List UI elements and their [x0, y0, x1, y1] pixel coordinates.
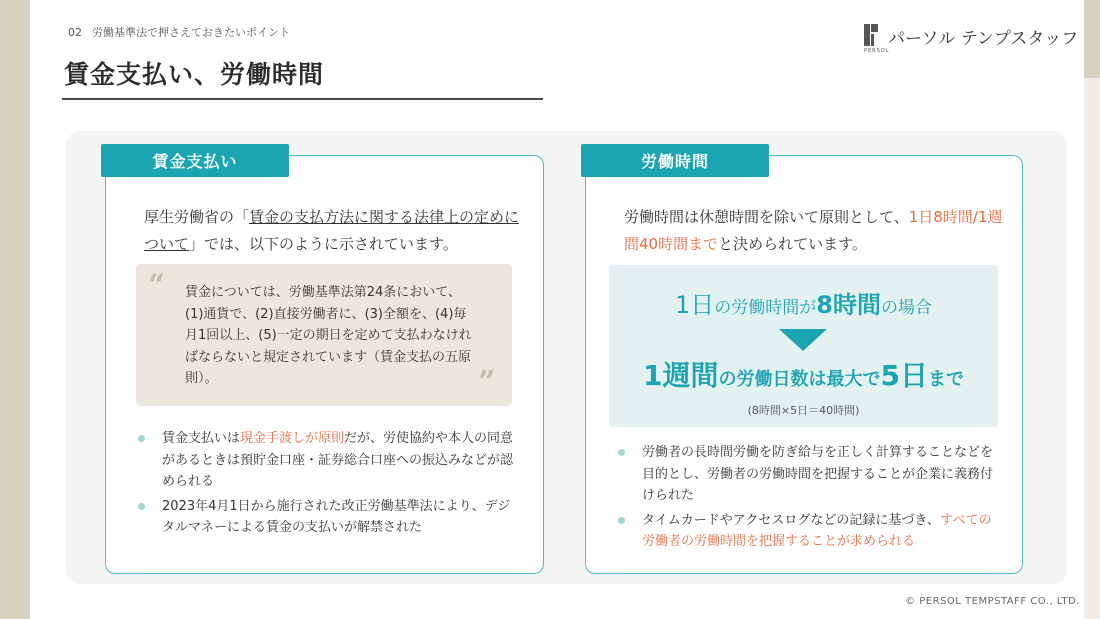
highlight-text: の労働時間が — [714, 298, 817, 318]
wage-intro-suffix: 」では、以下のように示されています。 — [189, 235, 458, 253]
logo-brand-name: パーソル テンプスタッフ — [888, 29, 1079, 49]
highlight-text: まで — [927, 369, 964, 390]
hours-intro-prefix: 労働時間は休憩時間を除いて原則として、 — [624, 208, 909, 226]
highlight-text: の場合 — [880, 298, 932, 318]
bullet-text: 賃金支払いは — [162, 431, 241, 446]
persol-logo — [864, 24, 1078, 54]
wage-card-tab: 賃金支払い — [101, 144, 289, 177]
highlight-line-weekly — [609, 354, 998, 394]
section-title: 労働基準法で押さえておきたいポイント — [92, 26, 290, 39]
hours-intro — [624, 204, 1004, 258]
open-quote-icon: “ — [148, 268, 166, 303]
logo-small-text: PERSOL — [864, 48, 890, 54]
arrow-down-icon — [779, 329, 827, 351]
bullet-highlight: すべての労働者の労働時間を把握することが求められる — [642, 512, 992, 549]
page-title: 賃金支払い、労働時間 — [64, 60, 325, 89]
bullet-text: タイムカードやアクセスログなどの記録に基づき、 — [642, 512, 940, 528]
section-number: 02 — [68, 26, 82, 39]
close-quote-icon: ” — [478, 365, 496, 400]
highlight-text: 1週間 — [643, 359, 719, 392]
wage-quote-text: 賃金については、労働基準法第24条において、(1)通貨で、(2)直接労働者に、(3)全額を、(4)毎月1回以上、(5)一定の期日を定めて支払わなければならないと規定されています（賃金支払の五原則）。 — [185, 285, 472, 386]
hours-bullet-list — [616, 442, 1000, 556]
bullet-text: だが、労使協約や本人の同意があるときは預貯金口座・証券総合口座への振込みなどが認められる — [162, 431, 514, 489]
side-strip-top — [1084, 0, 1100, 78]
list-item — [616, 510, 1000, 553]
wage-intro-reference-link[interactable]: 賃金の支払方法に関する法律上の定めについて — [144, 208, 520, 253]
hours-intro-suffix: と決められています。 — [718, 235, 867, 253]
hours-card-tab: 労働時間 — [581, 144, 769, 177]
wage-bullet-list — [136, 428, 520, 542]
copyright-text: © PERSOL TEMPSTAFF CO., LTD. — [905, 596, 1080, 607]
highlight-text: の労働日数は最大で — [718, 369, 881, 390]
title-underline — [62, 98, 543, 100]
wage-intro-prefix: 厚生労働省の「 — [144, 208, 250, 226]
bullet-text: 2023年4月1日から施行された改正労働基準法により、デジタルマネーによる賃金の支払いが解禁された — [162, 498, 511, 535]
highlight-text: 1日 — [675, 291, 715, 319]
bullet-text: 労働者の長時間労働を防ぎ給与を正しく計算することなどを目的とし、労働者の労働時間を把握することが企業に義務付けられた — [642, 445, 994, 503]
highlight-note: (8時間×5日＝40時間) — [747, 404, 860, 417]
wage-intro — [144, 204, 524, 258]
hours-intro-highlight: 1日8時間/1週間40時間まで — [624, 208, 1003, 253]
bullet-highlight: 現金手渡しが原則 — [240, 431, 345, 446]
highlight-text: 8時間 — [816, 291, 881, 319]
highlight-line-daily — [609, 285, 998, 320]
list-item — [136, 428, 520, 493]
list-item — [136, 496, 520, 539]
list-item — [616, 442, 1000, 507]
section-label — [68, 24, 290, 40]
persol-logo-icon — [864, 24, 890, 54]
side-strip — [1084, 78, 1100, 619]
highlight-text: 5日 — [880, 359, 928, 392]
